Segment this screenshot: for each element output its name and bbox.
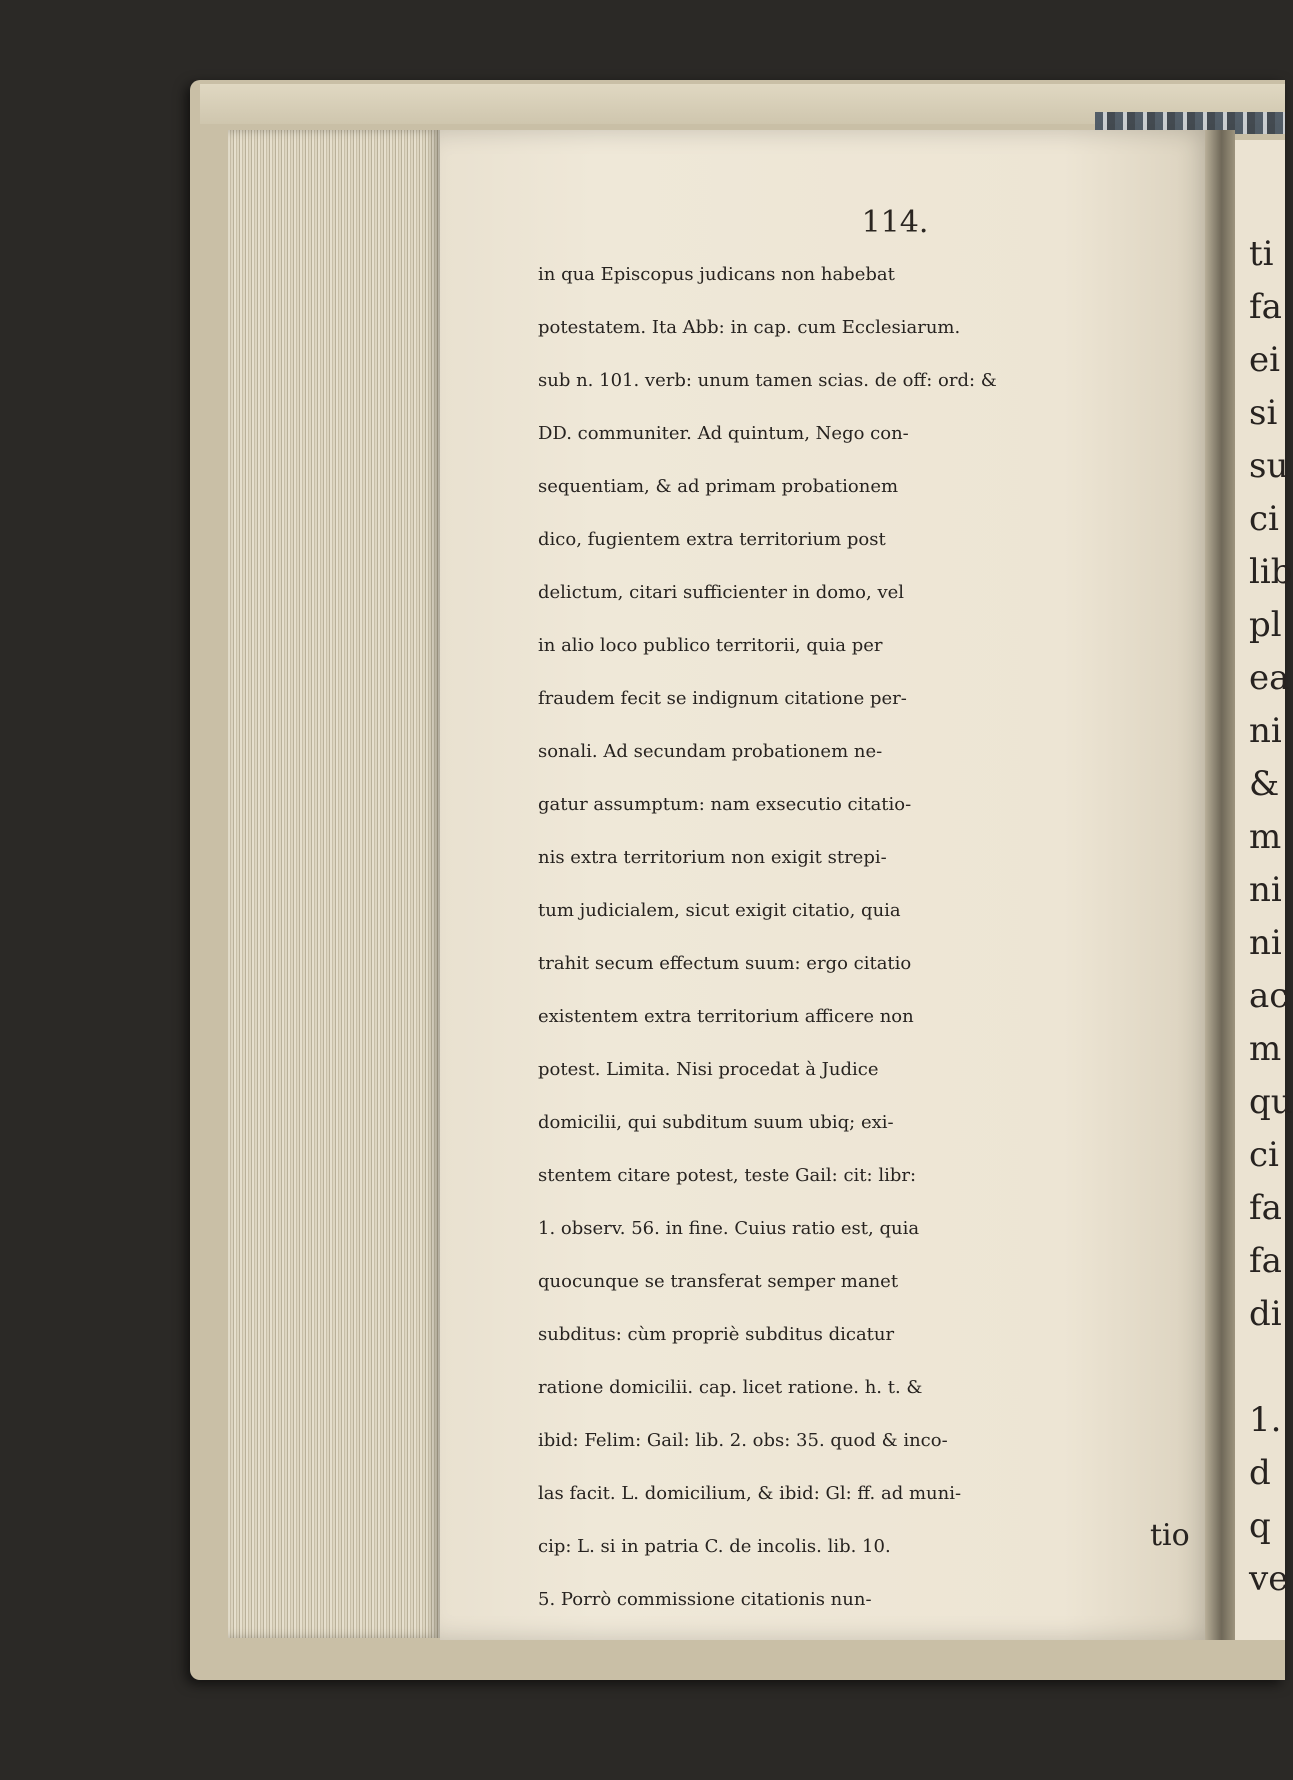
text-line: stentem citare potest, teste Gail: cit: libr: — [538, 1165, 917, 1186]
next-page-line: ti — [1249, 234, 1274, 274]
next-page-line: ea — [1249, 658, 1290, 698]
next-page-line: ni — [1249, 923, 1282, 963]
body-text — [538, 248, 1218, 1626]
right-page-fragment — [1235, 140, 1293, 1640]
next-page-line: qu — [1249, 1082, 1293, 1122]
next-page-line: fa — [1249, 287, 1282, 327]
text-line: sonali. Ad secundam probationem ne- — [538, 741, 883, 762]
next-page-line: m — [1249, 817, 1282, 857]
next-page-line: q — [1249, 1506, 1271, 1546]
text-line: trahit secum effectum suum: ergo citatio — [538, 953, 912, 974]
text-line: 1. observ. 56. in fine. Cuius ratio est, quia — [538, 1218, 920, 1239]
next-page-line: ci — [1249, 499, 1279, 539]
text-line: in alio loco publico territorii, quia per — [538, 635, 883, 656]
next-page-line: ei — [1249, 340, 1280, 380]
next-page-line: di — [1249, 1294, 1282, 1334]
text-line: dico, fugientem extra territorium post — [538, 529, 886, 550]
text-line: fraudem fecit se indignum citatione per- — [538, 688, 907, 709]
next-page-line: ac — [1249, 976, 1289, 1016]
text-line: ibid: Felim: Gail: lib. 2. obs: 35. quod & inco- — [538, 1430, 948, 1451]
next-page-line: & — [1249, 764, 1280, 804]
text-line: quocunque se transferat semper manet — [538, 1271, 899, 1292]
text-line: cip: L. si in patria C. de incolis. lib. 10. — [538, 1536, 891, 1557]
text-line: sequentiam, & ad primam probationem — [538, 476, 899, 497]
next-page-line: pl — [1249, 605, 1282, 645]
text-line: sub n. 101. verb: unum tamen scias. de off: ord: & — [538, 370, 997, 391]
text-line: potestatem. Ita Abb: in cap. cum Ecclesiarum. — [538, 317, 961, 338]
text-line: existentem extra territorium afficere non — [538, 1006, 914, 1027]
text-line: nis extra territorium non exigit strepi- — [538, 847, 887, 868]
text-line: ratione domicilii. cap. licet ratione. h. t. & — [538, 1377, 923, 1398]
text-line: gatur assumptum: nam exsecutio citatio- — [538, 794, 912, 815]
text-line: potest. Limita. Nisi procedat à Judice — [538, 1059, 879, 1080]
next-page-line: d — [1249, 1453, 1271, 1493]
next-page-line: lib — [1249, 552, 1293, 592]
next-page-line: m — [1249, 1029, 1282, 1069]
catchword: tio — [1150, 1518, 1190, 1553]
text-line: subditus: cùm propriè subditus dicatur — [538, 1324, 895, 1345]
text-line: delictum, citari sufficienter in domo, vel — [538, 582, 905, 603]
next-page-line — [1235, 1341, 1293, 1394]
text-line: tum judicialem, sicut exigit citatio, quia — [538, 900, 901, 921]
next-page-line: ci — [1249, 1135, 1279, 1175]
next-page-line: 1. — [1249, 1400, 1282, 1440]
text-line: in qua Episcopus judicans non habebat — [538, 264, 895, 285]
page-edges — [228, 130, 440, 1638]
next-page-line: fa — [1249, 1241, 1282, 1281]
next-page-line: su — [1249, 446, 1289, 486]
text-line: domicilii, qui subditum suum ubiq; exi- — [538, 1112, 894, 1133]
page-number: 114. — [861, 205, 929, 240]
next-page-line: si — [1249, 393, 1278, 433]
next-page-line: fa — [1249, 1188, 1282, 1228]
text-line: las facit. L. domicilium, & ibid: Gl: ff. ad muni- — [538, 1483, 962, 1504]
next-page-line: ni — [1249, 870, 1282, 910]
next-page-line: ni — [1249, 711, 1282, 751]
text-line: 5. Porrò commissione citationis nun- — [538, 1589, 872, 1610]
next-page-line: ve — [1249, 1559, 1289, 1599]
text-line: DD. communiter. Ad quintum, Nego con- — [538, 423, 909, 444]
